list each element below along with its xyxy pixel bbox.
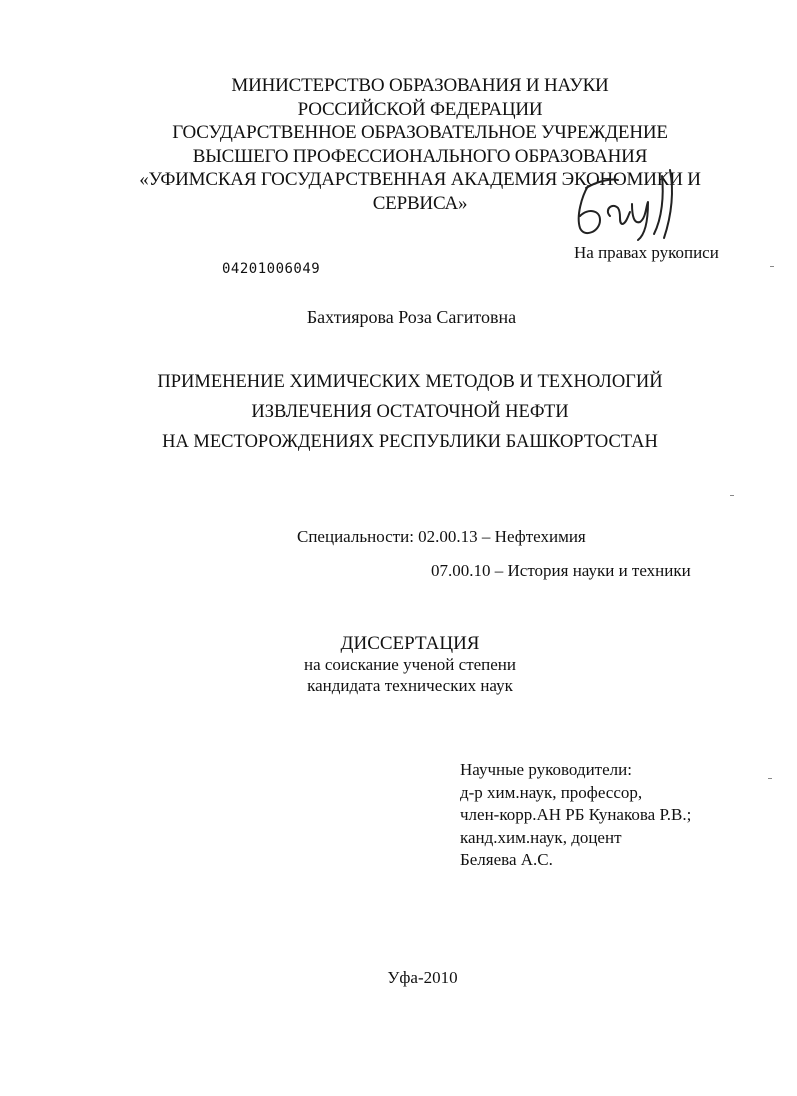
supervisor-line: Научные руководители:	[460, 760, 632, 779]
supervisor-line: д-р хим.наук, профессор,	[460, 782, 643, 802]
scan-speck	[770, 266, 774, 267]
library-stamp-code: 04201006049	[222, 261, 321, 277]
header-line: МИНИСТЕРСТВО ОБРАЗОВАНИЯ И НАУКИ	[231, 75, 609, 96]
signature-stroke	[608, 206, 630, 224]
supervisor-line: канд.хим.наук, доцент	[460, 827, 622, 847]
manuscript-rights-note: На правах рукописи	[574, 243, 719, 262]
supervisor-line: член-корр.АН РБ Кунакова Р.В.;	[460, 805, 692, 824]
dissertation-heading: ДИССЕРТАЦИЯ	[340, 633, 480, 654]
signature-stroke	[664, 170, 672, 238]
title-line: ИЗВЛЕЧЕНИЯ ОСТАТОЧНОЙ НЕФТИ	[251, 402, 569, 422]
supervisor-line: Беляева А.С.	[460, 850, 553, 869]
header-line: «УФИМСКАЯ ГОСУДАРСТВЕННАЯ АКАДЕМИЯ ЭКОНОМИКИ И	[139, 169, 701, 190]
dissertation-title	[100, 367, 720, 457]
signature-stroke	[579, 186, 600, 233]
scientific-supervisors	[460, 759, 691, 872]
signature-stroke	[586, 179, 618, 188]
city-and-year: Уфа-2010	[387, 968, 458, 987]
handwritten-signature	[566, 166, 696, 246]
header-line: ВЫСШЕГО ПРОФЕССИОНАЛЬНОГО ОБРАЗОВАНИЯ	[192, 145, 648, 167]
title-line: НА МЕСТОРОЖДЕНИЯХ РЕСПУБЛИКИ БАШКОРТОСТАН	[162, 432, 658, 452]
header-line: СЕРВИСА»	[372, 192, 468, 214]
author-name: Бахтиярова Роза Сагитовна	[306, 307, 517, 327]
header-line: ГОСУДАРСТВЕННОЕ ОБРАЗОВАТЕЛЬНОЕ УЧРЕЖДЕНИЕ	[172, 122, 668, 143]
specialty-line-1: Специальности: 02.00.13 – Нефтехимия	[297, 527, 586, 546]
signature-stroke	[654, 176, 663, 234]
scan-speck	[768, 778, 772, 779]
degree-line: кандидата технических наук	[307, 676, 513, 695]
degree-line: на соискание ученой степени	[303, 655, 517, 674]
signature-stroke	[632, 202, 648, 240]
scan-speck	[730, 495, 734, 496]
degree-description	[0, 654, 797, 696]
title-line: ПРИМЕНЕНИЕ ХИМИЧЕСКИХ МЕТОДОВ И ТЕХНОЛОГИЙ	[157, 372, 663, 392]
specialty-line-2: 07.00.10 – История науки и техники	[431, 561, 691, 580]
header-line: РОССИЙСКОЙ ФЕДЕРАЦИИ	[297, 98, 543, 120]
